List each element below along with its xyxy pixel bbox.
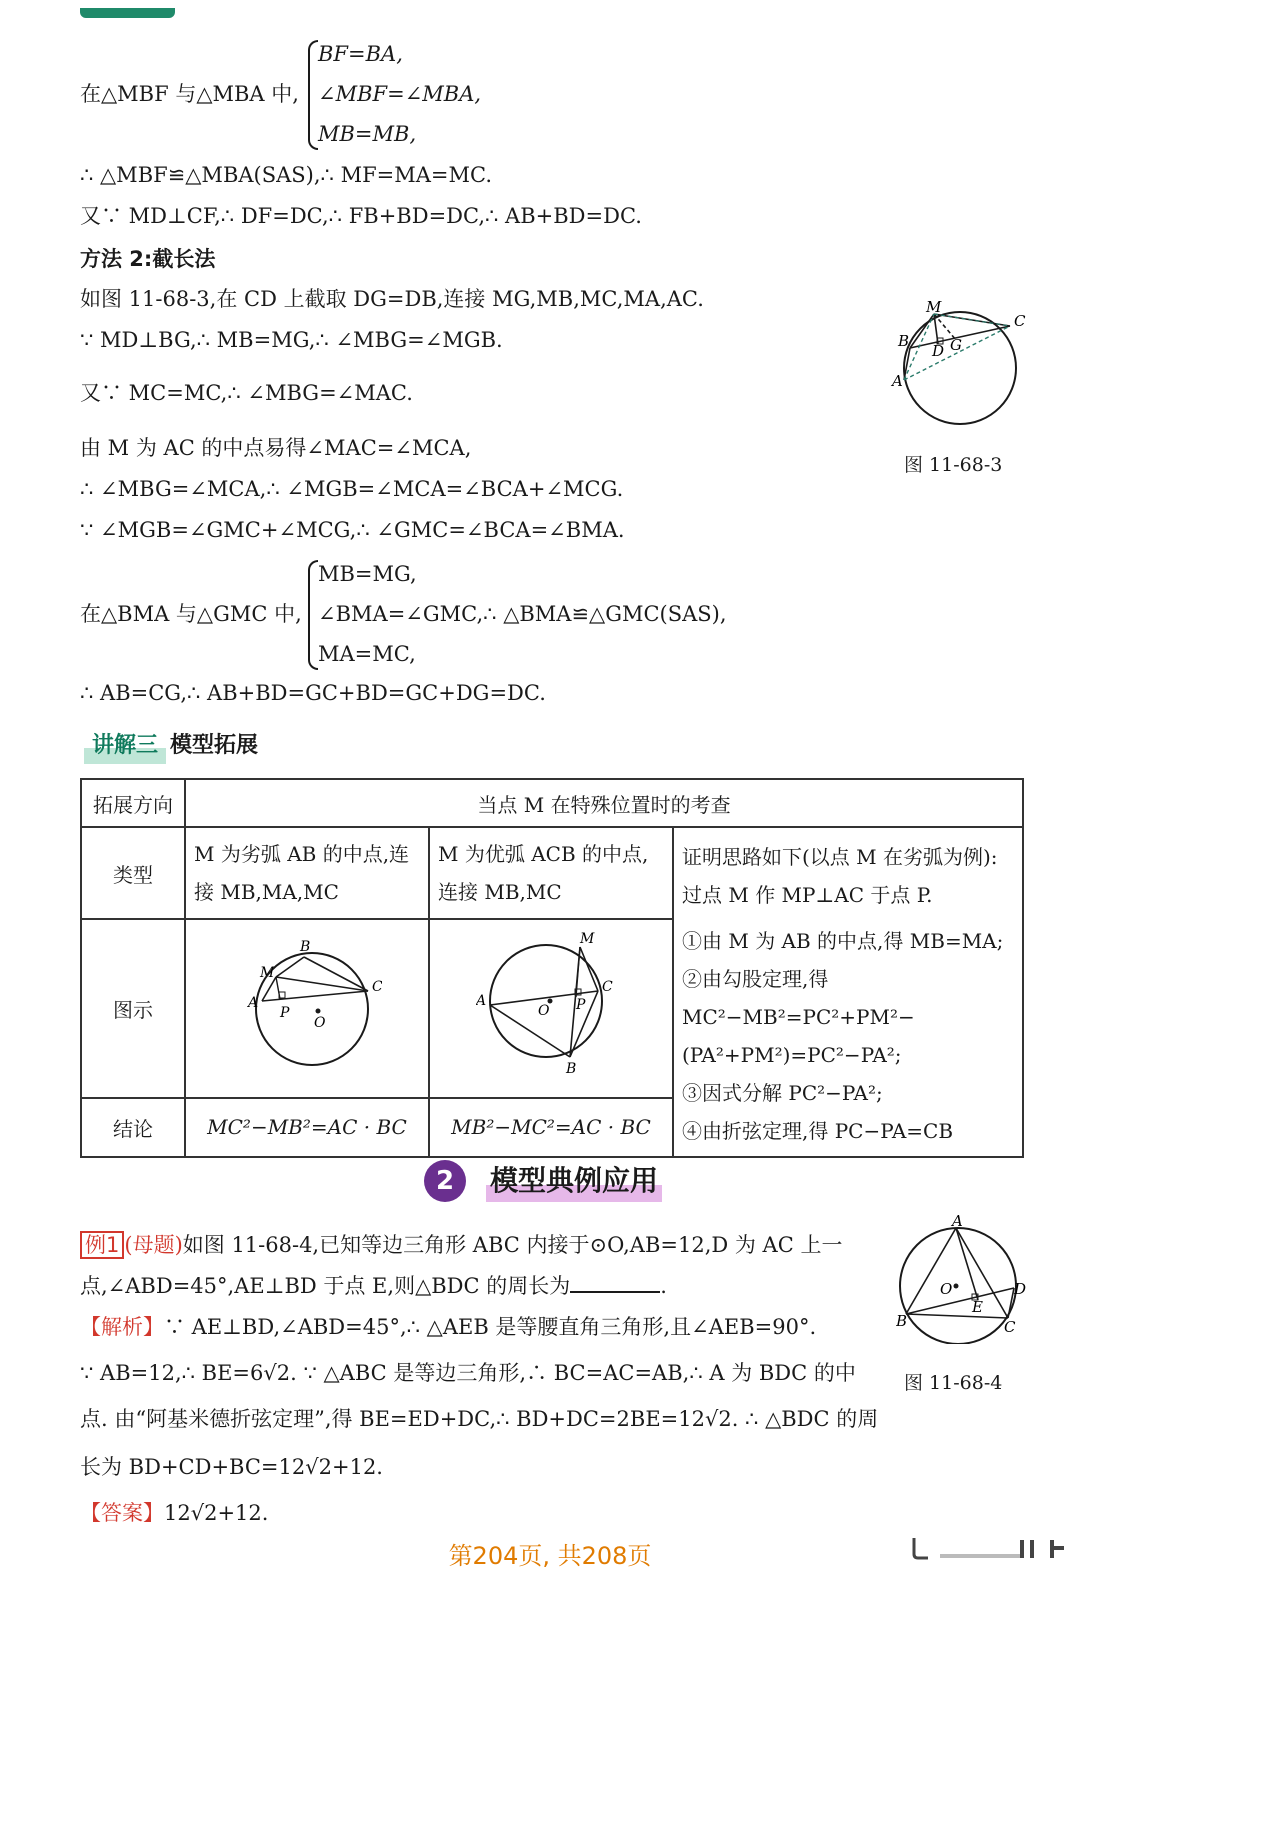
method2-line-6: ∵ ∠MGB=∠GMC+∠MCG,∴ ∠GMC=∠BCA=∠BMA. <box>80 518 625 542</box>
proof1-item-2: ∠MBF=∠MBA, <box>318 82 482 106</box>
analysis-tag: 【解析】 <box>80 1315 164 1339</box>
table-proof-step-1: ①由 M 为 AB 的中点,得 MB=MA; <box>682 929 1004 953</box>
answer-tag: 【答案】 <box>80 1501 164 1525</box>
method2-item-1: MB=MG, <box>318 562 417 586</box>
viewer-toolbar-icons <box>900 1534 1070 1562</box>
fig3-label-M: M <box>926 300 942 316</box>
fig4-label-C: C <box>1004 1318 1016 1336</box>
analysis-line-1 <box>80 1312 816 1342</box>
method2-conclusion: ∴ AB=CG,∴ AB+BD=GC+BD=GC+DG=DC. <box>80 681 546 705</box>
table-proof-intro: 证明思路如下(以点 M 在劣弧为例):过点 M 作 MP⊥AC 于点 P. <box>682 845 998 907</box>
answer-line <box>80 1498 268 1528</box>
table-type-col1: M 为劣弧 AB 的中点,连接 MB,MA,MC <box>185 827 429 919</box>
example-text-1: 如图 11-68-4,已知等边三角形 ABC 内接于⊙O,AB=12,D 为 AC 上一 <box>182 1233 843 1257</box>
page-number-footer: 第204页, 共208页 <box>448 1542 652 1570</box>
table-conclusion-col2: MB²−MC²=AC · BC <box>429 1098 673 1157</box>
proof1-brace-items <box>318 34 481 154</box>
table-type-label: 类型 <box>81 827 185 919</box>
section3-title: 模型拓展 <box>170 733 259 758</box>
analysis-line-4: 长为 BD+CD+BC=12√2+12. <box>80 1455 383 1479</box>
method2-brace-items <box>318 554 727 674</box>
method2-brace-block <box>80 554 780 674</box>
table-figure-col1 <box>185 919 429 1097</box>
table-conclusion-label: 结论 <box>81 1098 185 1157</box>
fig2-label-C: C <box>602 978 613 995</box>
fig3-label-C: C <box>1014 312 1026 330</box>
table-header-label: 拓展方向 <box>81 779 185 827</box>
example-line-2 <box>80 1271 667 1301</box>
fig2-label-A: A <box>476 992 487 1009</box>
method2-brace <box>308 560 318 670</box>
method2-item-2: ∠BMA=∠GMC,∴ △BMA≌△GMC(SAS), <box>318 602 727 626</box>
table-figure-label: 图示 <box>81 919 185 1097</box>
table-proof-step-4: ④由折弦定理,得 PC−PA=CB <box>682 1119 954 1143</box>
method2-line-4: 由 M 为 AC 的中点易得∠MAC=∠MCA, <box>80 436 472 460</box>
method2-line-2: ∵ MD⊥BG,∴ MB=MG,∴ ∠MBG=∠MGB. <box>80 328 503 352</box>
proof1-also: 又∵ MD⊥CF,∴ DF=DC,∴ FB+BD=DC,∴ AB+BD=DC. <box>80 204 642 228</box>
table-conclusion-col1: MC²−MB²=AC · BC <box>185 1098 429 1157</box>
fig1-label-C: C <box>372 978 382 995</box>
table-figure-1 <box>232 931 382 1081</box>
fig1-label-O: O <box>314 1014 326 1031</box>
proof1-item-1: BF=BA, <box>318 42 403 66</box>
fig3-label-A: A <box>892 372 903 390</box>
fig4-label-D: D <box>1014 1280 1027 1298</box>
fig4-label-A: A <box>952 1214 963 1230</box>
fig3-label-G: G <box>950 336 962 354</box>
proof1-item-3: MB=MB, <box>318 122 417 146</box>
section2-number: 2 <box>424 1160 466 1202</box>
table-type-col2: M 为优弧 ACB 的中点,连接 MB,MC <box>429 827 673 919</box>
method2-brace-lead: 在△BMA 与△GMC 中, <box>80 602 302 626</box>
example-text-2a: 点,∠ABD=45°,AE⊥BD 于点 E,则△BDC 的周长为 <box>80 1274 571 1298</box>
table-proof-cell <box>673 827 1023 1157</box>
fig2-label-B: B <box>566 1060 577 1077</box>
answer-blank <box>570 1271 660 1293</box>
proof1-brace <box>308 40 318 150</box>
table-header-value: 当点 M 在特殊位置时的考查 <box>185 779 1023 827</box>
example-line-1 <box>80 1230 842 1260</box>
method2-item-3: MA=MC, <box>318 642 416 666</box>
table-header-row <box>81 779 1023 827</box>
table-figure-2 <box>476 931 626 1081</box>
table-type-row <box>81 827 1023 919</box>
fig4-label-E: E <box>972 1298 983 1316</box>
example-source: (母题) <box>124 1233 183 1257</box>
fig1-label-A: A <box>248 994 259 1011</box>
analysis-line-3: 点. 由“阿基米德折弦定理”,得 BE=ED+DC,∴ BD+DC=2BE=12√2. ∴ △BDC 的周 <box>80 1407 879 1431</box>
method2-line-5: ∴ ∠MBG=∠MCA,∴ ∠MGB=∠MCA=∠BCA+∠MCG. <box>80 477 624 501</box>
analysis-text-1: ∵ AE⊥BD,∠ABD=45°,∴ △AEB 是等腰直角三角形,且∠AEB=90°. <box>164 1315 817 1339</box>
fig1-label-P: P <box>280 1004 290 1021</box>
fig4-label-O: O <box>940 1280 953 1298</box>
answer-text: 12√2+12. <box>164 1501 269 1525</box>
proof1-brace-block <box>80 34 680 154</box>
analysis-line-2: ∵ AB=12,∴ BE=6√2. ∵ △ABC 是等边三角形,∴ BC=AC=AB,∴ A 为 BDC 的中 <box>80 1361 856 1385</box>
example-tag: 例1 <box>80 1231 124 1259</box>
fig3-label-B: B <box>898 332 910 350</box>
fig2-label-O: O <box>538 1002 550 1019</box>
section2-title: 模型典例应用 <box>486 1160 662 1202</box>
fig1-label-B: B <box>300 938 311 955</box>
model-extension-table <box>80 778 1024 1158</box>
fig2-label-M: M <box>580 930 595 947</box>
figure-11-68-4-caption: 图 11-68-4 <box>904 1372 1003 1394</box>
method2-heading: 方法 2:截长法 <box>80 247 216 271</box>
proof1-brace-lead: 在△MBF 与△MBA 中, <box>80 82 299 106</box>
fig2-label-P: P <box>576 996 586 1013</box>
table-figure-col2 <box>429 919 673 1097</box>
fig3-label-D: D <box>932 342 945 360</box>
figure-11-68-4 <box>896 1214 1036 1344</box>
method2-line-3: 又∵ MC=MC,∴ ∠MBG=∠MAC. <box>80 381 413 405</box>
figure-11-68-3 <box>880 300 1040 440</box>
proof1-conclusion: ∴ △MBF≌△MBA(SAS),∴ MF=MA=MC. <box>80 163 493 187</box>
table-proof-step-3: ③因式分解 PC²−PA²; <box>682 1081 883 1105</box>
top-decoration-bar <box>80 8 175 18</box>
fig4-label-B: B <box>896 1312 908 1330</box>
method2-line-1: 如图 11-68-3,在 CD 上截取 DG=DB,连接 MG,MB,MC,MA,AC. <box>80 287 704 311</box>
section3-tag: 讲解三 <box>84 728 166 764</box>
fig1-label-M: M <box>260 964 275 981</box>
table-proof-step-2: ②由勾股定理,得 MC²−MB²=PC²+PM²−(PA²+PM²)=PC²−PA²; <box>682 967 915 1067</box>
figure-11-68-3-caption: 图 11-68-3 <box>904 454 1003 476</box>
example-text-2b: . <box>660 1274 667 1298</box>
